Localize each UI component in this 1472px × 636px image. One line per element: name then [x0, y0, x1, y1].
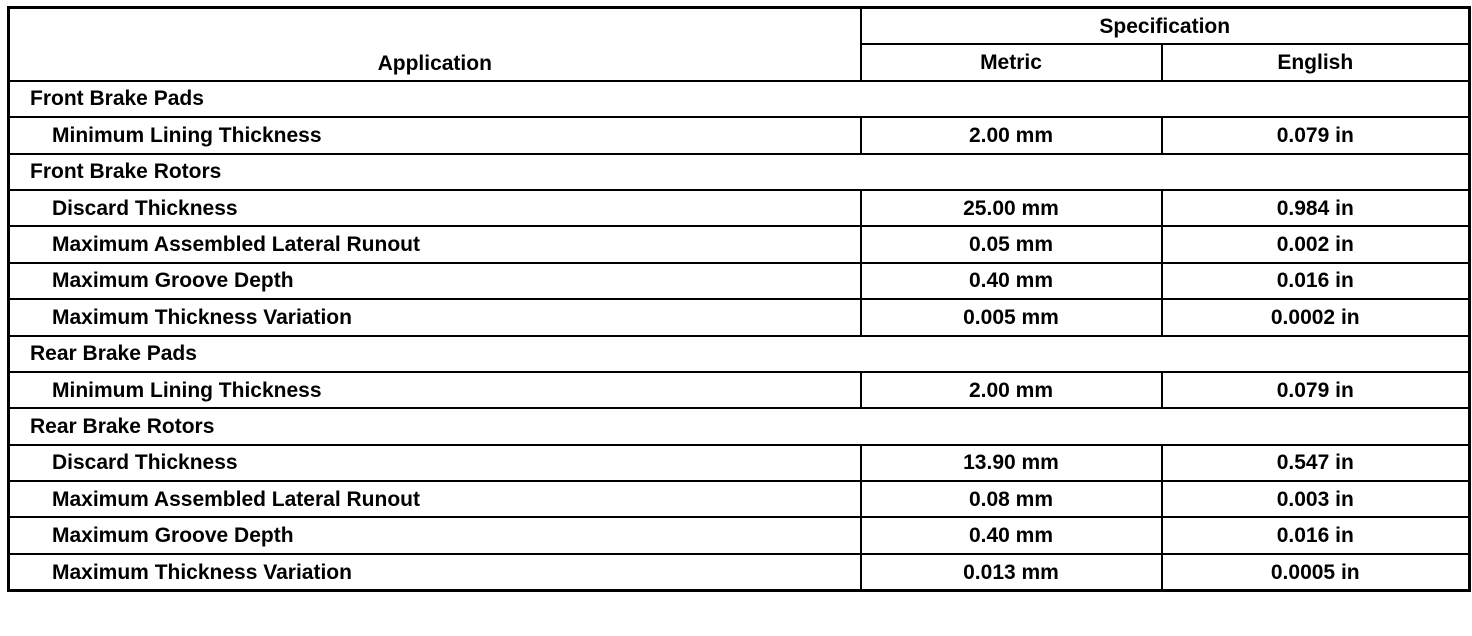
row-label: Minimum Lining Thickness	[9, 117, 861, 153]
row-english-value: 0.002 in	[1162, 226, 1470, 262]
table-row	[9, 372, 1470, 408]
row-english-value: 0.984 in	[1162, 190, 1470, 226]
section-title: Rear Brake Pads	[9, 336, 1470, 372]
row-label: Maximum Groove Depth	[9, 517, 861, 553]
row-label: Maximum Groove Depth	[9, 263, 861, 299]
row-label: Maximum Thickness Variation	[9, 554, 861, 591]
table-row	[9, 190, 1470, 226]
row-label: Minimum Lining Thickness	[9, 372, 861, 408]
row-english-value: 0.003 in	[1162, 481, 1470, 517]
row-metric-value: 13.90 mm	[861, 445, 1162, 481]
row-metric-value: 0.40 mm	[861, 263, 1162, 299]
row-english-value: 0.0005 in	[1162, 554, 1470, 591]
english-header: English	[1162, 44, 1470, 80]
row-label: Maximum Assembled Lateral Runout	[9, 481, 861, 517]
row-label: Discard Thickness	[9, 190, 861, 226]
row-english-value: 0.079 in	[1162, 372, 1470, 408]
row-metric-value: 0.005 mm	[861, 299, 1162, 335]
application-header: Application	[9, 8, 861, 81]
section-row-rear-brake-pads	[9, 336, 1470, 372]
row-english-value: 0.016 in	[1162, 263, 1470, 299]
table-row	[9, 299, 1470, 335]
section-row-front-brake-pads	[9, 81, 1470, 117]
section-title: Front Brake Pads	[9, 81, 1470, 117]
row-metric-value: 0.013 mm	[861, 554, 1162, 591]
table-row	[9, 517, 1470, 553]
section-row-rear-brake-rotors	[9, 408, 1470, 444]
table-row	[9, 117, 1470, 153]
section-row-front-brake-rotors	[9, 154, 1470, 190]
section-title: Front Brake Rotors	[9, 154, 1470, 190]
row-english-value: 0.079 in	[1162, 117, 1470, 153]
row-english-value: 0.016 in	[1162, 517, 1470, 553]
row-metric-value: 2.00 mm	[861, 117, 1162, 153]
table-row	[9, 226, 1470, 262]
row-english-value: 0.547 in	[1162, 445, 1470, 481]
table-row	[9, 445, 1470, 481]
row-label: Discard Thickness	[9, 445, 861, 481]
row-label: Maximum Assembled Lateral Runout	[9, 226, 861, 262]
specification-header: Specification	[861, 8, 1470, 45]
header-row-top	[9, 8, 1470, 45]
row-metric-value: 2.00 mm	[861, 372, 1162, 408]
brake-specifications-table	[7, 6, 1471, 592]
row-label: Maximum Thickness Variation	[9, 299, 861, 335]
table-row	[9, 554, 1470, 591]
row-metric-value: 0.08 mm	[861, 481, 1162, 517]
row-metric-value: 0.05 mm	[861, 226, 1162, 262]
row-metric-value: 0.40 mm	[861, 517, 1162, 553]
section-title: Rear Brake Rotors	[9, 408, 1470, 444]
metric-header: Metric	[861, 44, 1162, 80]
spec-table-container	[7, 6, 1471, 592]
row-english-value: 0.0002 in	[1162, 299, 1470, 335]
table-row	[9, 263, 1470, 299]
row-metric-value: 25.00 mm	[861, 190, 1162, 226]
table-row	[9, 481, 1470, 517]
